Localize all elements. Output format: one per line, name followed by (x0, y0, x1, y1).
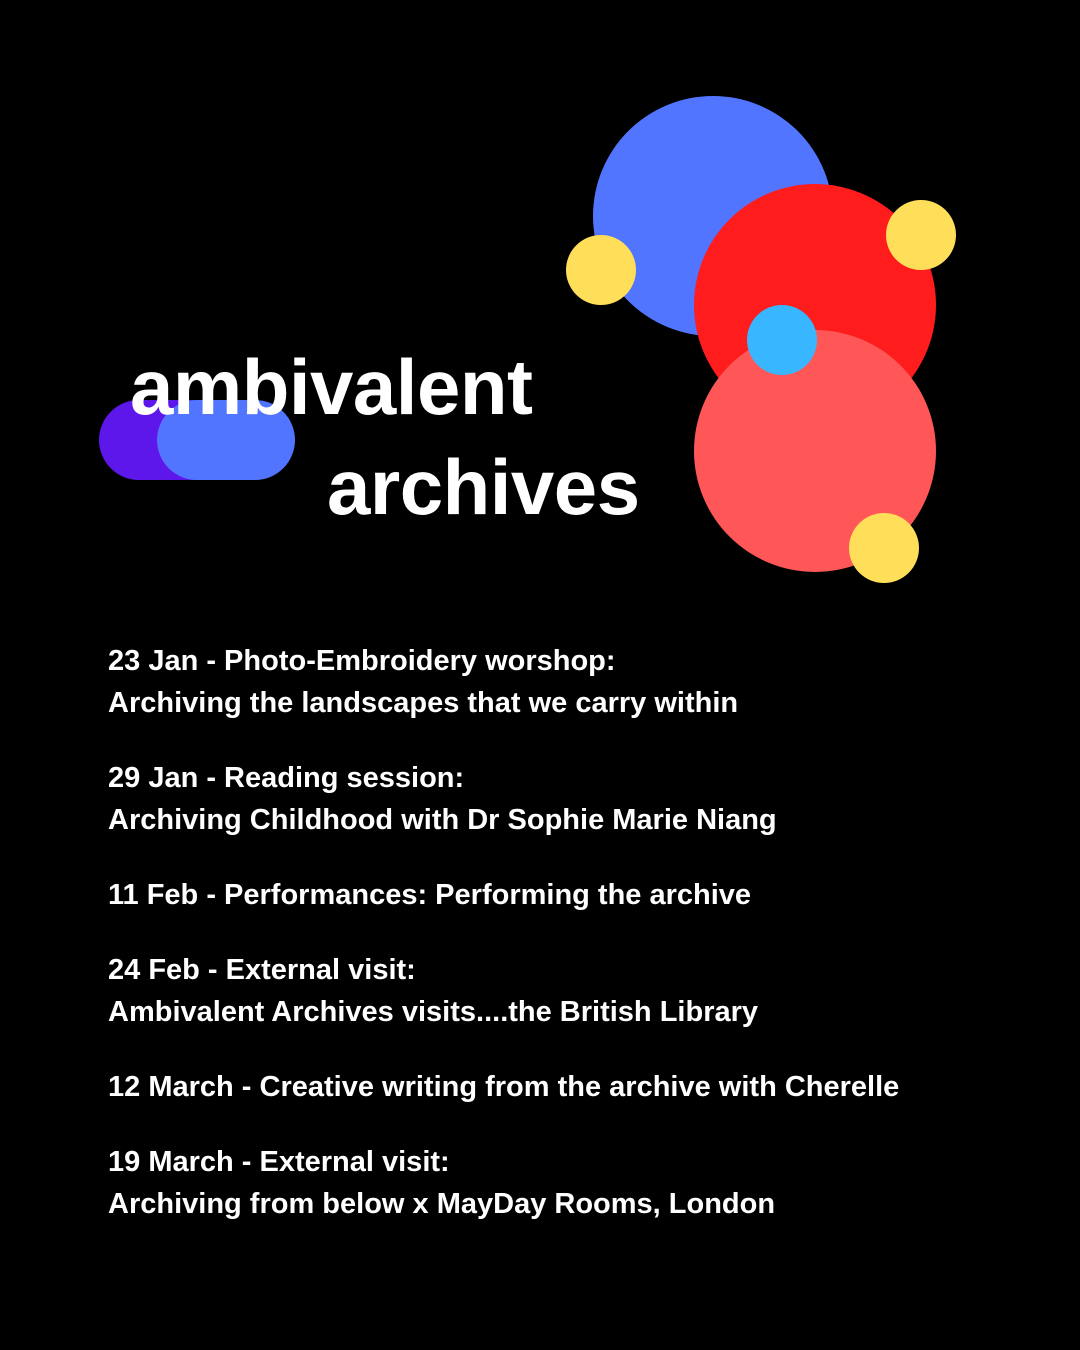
event-date-title: 23 Jan - Photo-Embroidery worshop: (108, 645, 616, 677)
yellow-dot-bottom-shape (849, 513, 919, 583)
event-date-title: 29 Jan - Reading session: (108, 762, 465, 794)
title-line-2: archives (327, 443, 640, 531)
sky-dot-shape (747, 305, 817, 375)
yellow-dot-top-right-shape (886, 200, 956, 270)
event-subtitle: Archiving from below x MayDay Rooms, London (108, 1188, 776, 1220)
event-date-title: 24 Feb - External visit: (108, 954, 416, 986)
event-subtitle: Archiving the landscapes that we carry within (108, 687, 739, 719)
title-line-1: ambivalent (130, 343, 533, 431)
event-item (108, 1066, 1008, 1108)
event-date-title: 19 March - External visit: (108, 1146, 450, 1178)
event-subtitle: Archiving Childhood with Dr Sophie Marie Niang (108, 804, 777, 836)
yellow-dot-left-shape (566, 235, 636, 305)
event-item (108, 874, 1008, 916)
event-date-title: 12 March - Creative writing from the archive with Cherelle (108, 1071, 900, 1103)
event-item (108, 949, 1008, 1033)
event-date-title: 11 Feb - Performances: Performing the archive (108, 879, 752, 911)
event-item (108, 640, 1008, 724)
event-list (108, 640, 1008, 1258)
event-subtitle: Ambivalent Archives visits....the British Library (108, 996, 759, 1028)
event-item (108, 757, 1008, 841)
event-item (108, 1141, 1008, 1225)
